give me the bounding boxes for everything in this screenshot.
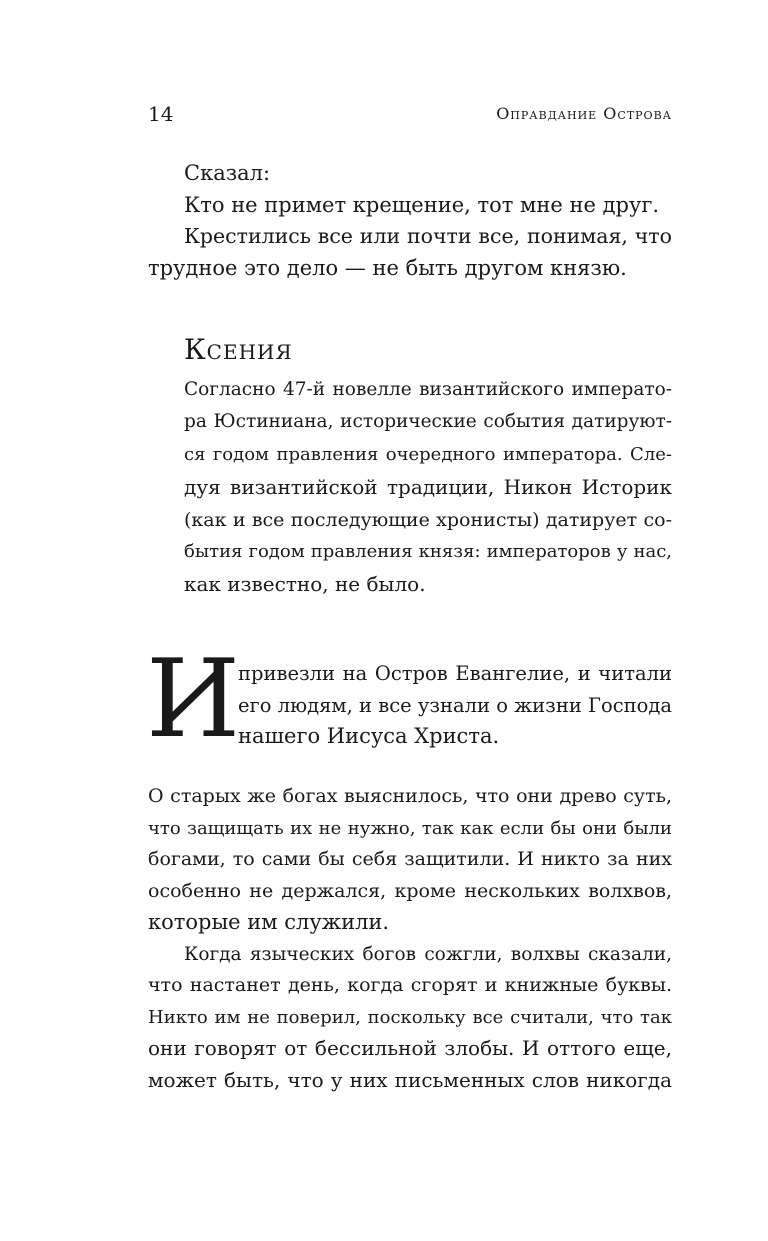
text-line: бытия годом правления князя: императоров у нас, — [184, 541, 672, 563]
text-line: богами, то сами бы себя защитили. И никто за них — [148, 848, 672, 870]
text-line: они говорят от бессильной злобы. И оттого еще, — [148, 1036, 672, 1060]
note-text — [184, 374, 672, 601]
text-line: привезли на Остров Евангелие, и читали — [238, 662, 672, 685]
text-line: дуя византийской традиции, Никон Историк — [184, 475, 672, 500]
text-line: Никто им не поверил, поскольку все считали, что так — [148, 1006, 672, 1028]
text-line: Кто не примет крещение, тот мне не друг. — [184, 192, 659, 217]
text-line: Сказал: — [184, 161, 271, 185]
text-line: Согласно 47-й новелле византийского императо- — [184, 379, 672, 400]
prelude-text — [148, 158, 672, 284]
text-line: О старых же богах выяснилось, что они древо суть, — [148, 785, 672, 807]
text-line: особенно не держался, кроме нескольких волхвов, — [148, 879, 672, 902]
text-line: что настанет день, когда сгорят и книжные буквы. — [148, 974, 672, 996]
text-line: ра Юстиниана, исторические события датируют- — [184, 411, 672, 433]
running-head: Оправдание Острова — [496, 104, 672, 123]
text-line: которые им служили. — [148, 910, 390, 934]
text-line: ся годом правления очередного императора. Сле- — [184, 443, 672, 465]
text-line: Крестились все или почти все, понимая, что — [184, 224, 672, 248]
drop-cap-text — [238, 658, 672, 753]
text-line: Когда языческих богов сожгли, волхвы сказали, — [184, 943, 672, 965]
text-line: трудное это дело — не быть другом князю. — [148, 255, 627, 280]
text-line: что защищать их не нужно, так как если бы они были — [148, 817, 672, 839]
section-heading: Ксения — [184, 333, 293, 366]
text-line: нашего Иисуса Христа. — [238, 724, 500, 748]
drop-cap: И — [146, 637, 241, 762]
text-line: как известно, не было. — [184, 572, 426, 597]
text-line: (как и все последующие хронисты) датирует со- — [184, 508, 672, 531]
text-line: может быть, что у них письменных слов никогда — [148, 1067, 672, 1092]
main-text — [148, 781, 672, 1096]
text-line: его людям, и все узнали о жизни Господа — [238, 693, 672, 717]
page-number: 14 — [148, 102, 174, 126]
